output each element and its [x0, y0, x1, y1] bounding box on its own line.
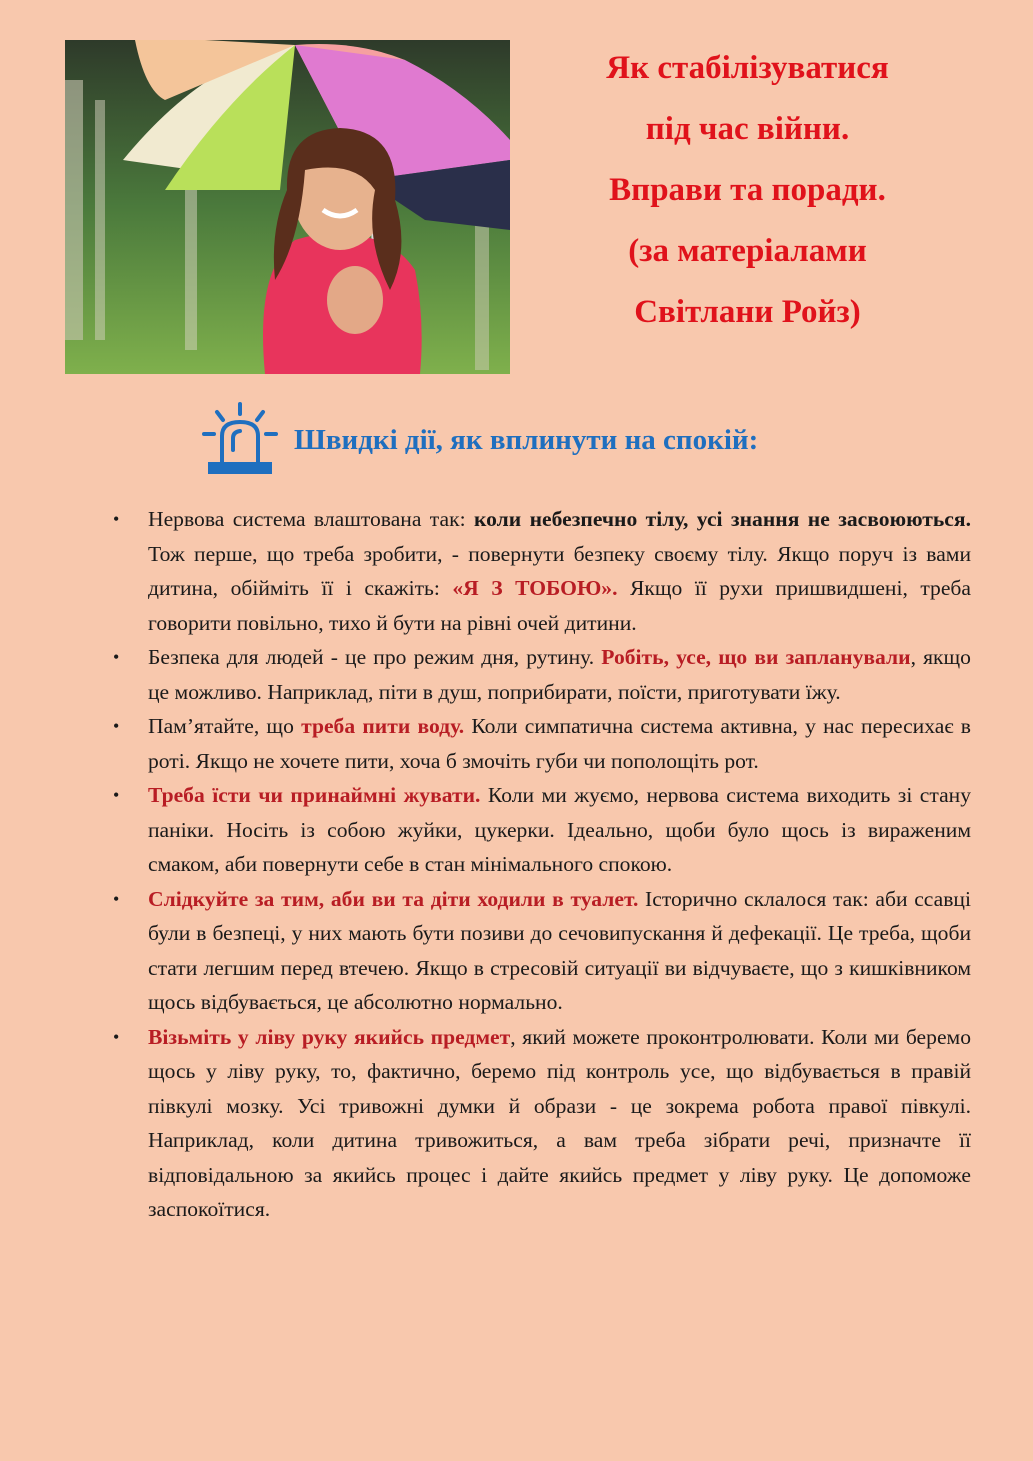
bullet-icon: •: [113, 509, 120, 529]
tip-text: Безпека для людей - це про режим дня, рутину.: [148, 645, 602, 669]
page-title: [540, 38, 955, 343]
list-item: [113, 709, 971, 778]
bullet-icon: •: [113, 785, 120, 805]
tip-text: Нервова система влаштована так:: [148, 507, 474, 531]
tips-list: [113, 502, 971, 1227]
section-heading: [200, 400, 900, 480]
alarm-siren-icon: [200, 400, 280, 480]
bullet-icon: •: [113, 1026, 120, 1047]
woman-umbrella-illustration: [65, 40, 510, 374]
title-line: (за матеріалами: [628, 233, 867, 269]
tip-emphasis: Треба їсти чи принаймні жувати.: [148, 783, 481, 807]
list-item: [113, 640, 971, 709]
tip-text: Якщо її рухи пришвидшені, треба говорити повільно, тихо й бути на рівні очей дитини.: [148, 576, 972, 635]
tip-emphasis: Слідкуйте за тим, аби ви та діти ходили в туалет.: [148, 886, 639, 911]
list-item: [113, 778, 971, 882]
title-line: Світлани Ройз): [634, 294, 861, 330]
header-photo: [65, 40, 510, 374]
tip-text: , який можете проконтролювати. Коли ми беремо щось у ліву руку, то, фактично, беремо під контроль усе, що відбувається в правій півкулі мозку. Усі тривожні думки й образи - це зокрема робота правої півкулі. Наприклад, коли дитина тривожиться, а вам треба зібрати речі, призначте її відповідальною за якийсь процес і дайте якийсь предмет у ліву руку. Це допоможе заспокоїтися.: [148, 1024, 971, 1221]
tip-emphasis: коли небезпечно тілу, усі знання не засвоюються.: [473, 507, 971, 531]
tip-emphasis: Робіть, усе, що ви запланували: [601, 645, 911, 669]
bullet-icon: •: [113, 888, 120, 909]
section-heading-label: Швидкі дії, як вплинути на спокій:: [294, 423, 759, 456]
title-line: під час війни.: [645, 111, 850, 147]
tip-text: Тож перше, що треба зробити, - повернути безпеку своєму тілу. Якщо поруч із вами дитина, обійміть її і скажіть:: [148, 541, 971, 600]
list-item: [113, 502, 971, 640]
title-line: Як стабілізуватися: [606, 50, 889, 86]
list-item: [113, 1020, 971, 1227]
tip-emphasis: «Я З ТОБОЮ».: [452, 576, 618, 600]
tip-text: Пам’ятайте, що: [148, 714, 302, 738]
bullet-icon: •: [113, 716, 120, 736]
tip-text: Коли ми жуємо, нервова система виходить зі стану паніки. Носіть із собою жуйки, цукерки. Ідеально, щоби було щось із вираженим смаком, аби повернути себе в стан мінімального спокою.: [148, 783, 972, 876]
tip-emphasis: Візьміть у ліву руку якийсь предмет: [148, 1024, 511, 1049]
bullet-icon: •: [113, 647, 120, 667]
tip-emphasis: треба пити воду.: [301, 714, 465, 738]
list-item: [113, 882, 971, 1020]
title-line: Вправи та поради.: [609, 172, 886, 208]
tip-text: , якщо це можливо. Наприклад, піти в душ, поприбирати, поїсти, приготувати їжу.: [148, 645, 971, 704]
tip-text: Історично склалося так: аби ссавці були в безпеці, у них мають бути позиви до сечовипускання й дефекації. Це треба, щоби стати легшим перед втечею. Якщо в стресовій ситуації ви відчуваєте, що з кишківником щось відбувається, це абсолютно нормально.: [148, 886, 971, 1014]
tip-text: Коли симпатична система активна, у нас пересихає в роті. Якщо не хочете пити, хоча б змочіть губи чи пополощіть рот.: [148, 714, 972, 773]
